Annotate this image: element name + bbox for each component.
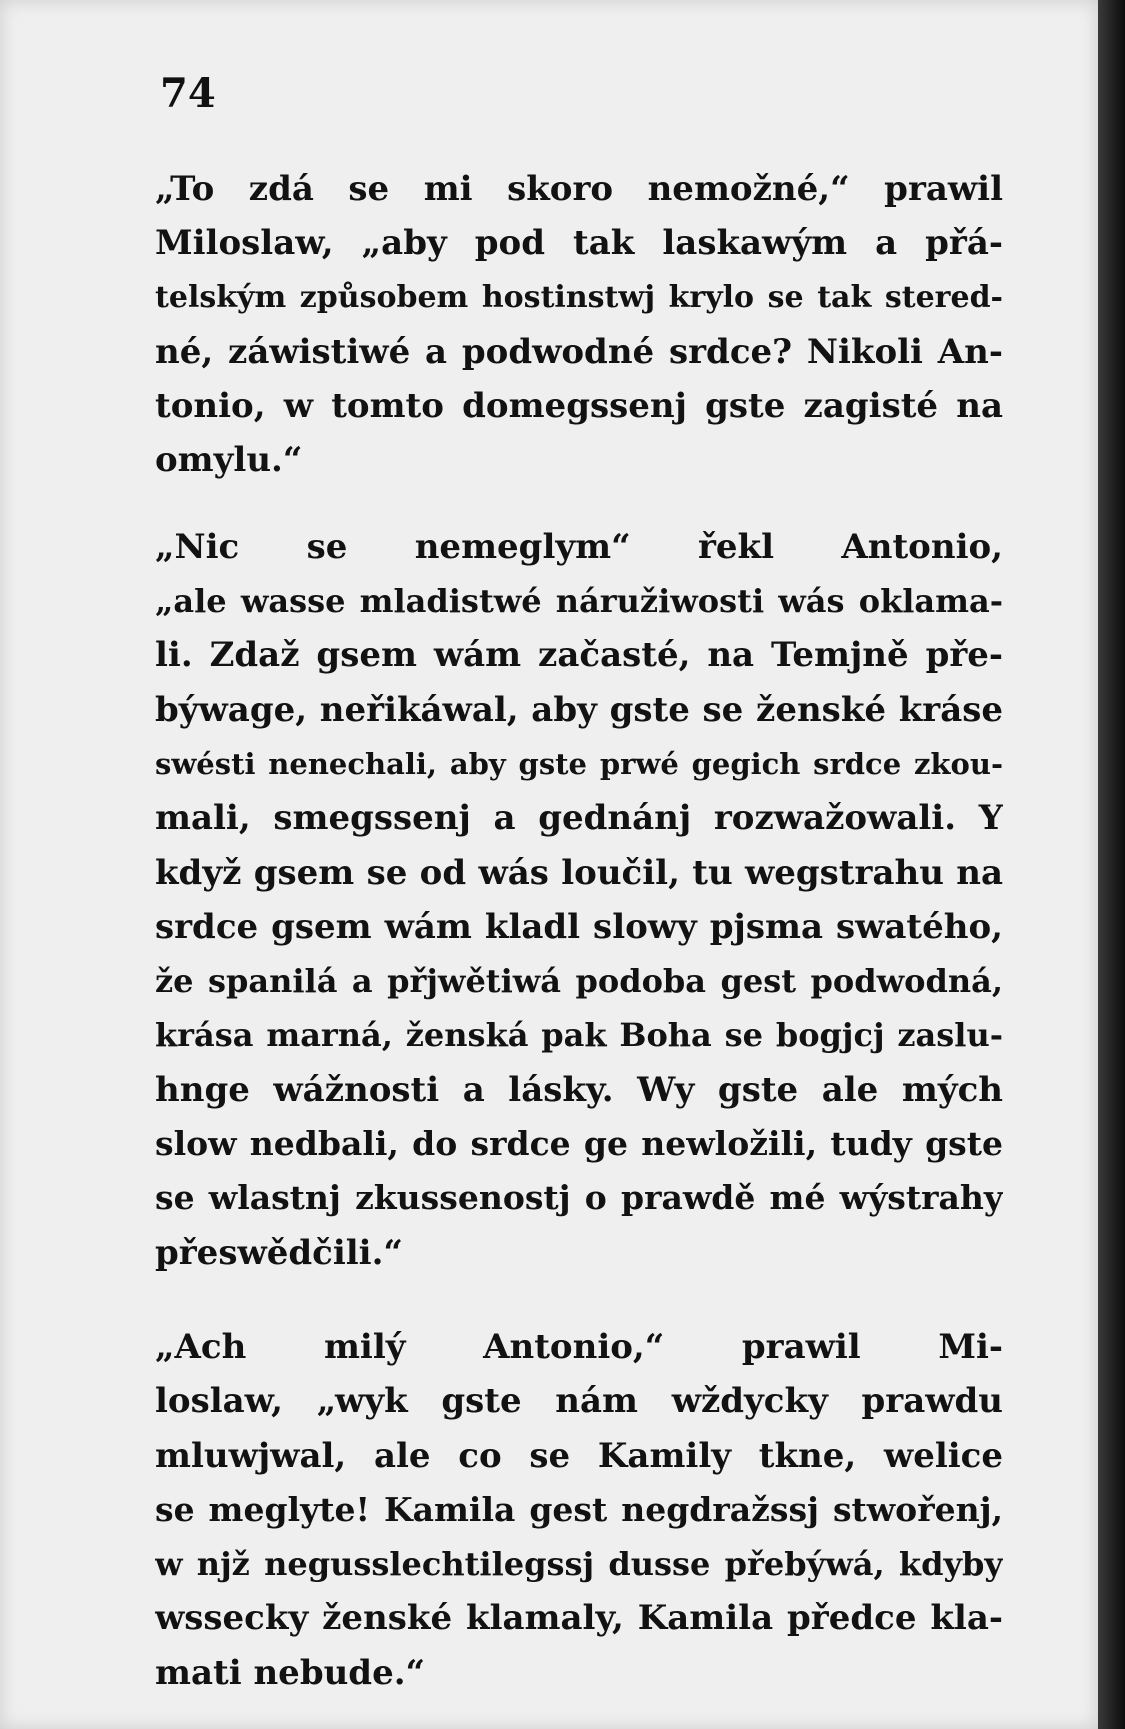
paragraph-spacer <box>155 488 1003 520</box>
text-line: „Ach milý Antonio,“ prawil Mi- <box>155 1326 1003 1367</box>
text-line: slow nedbali, do srdce ge newložili, tudy gste <box>155 1124 1003 1164</box>
text-block <box>155 162 1003 1700</box>
text-line: býwage, neřikáwal, aby gste se ženské kráse <box>155 689 1003 730</box>
text-line: přeswědčili.“ <box>155 1232 403 1273</box>
page-number: 74 <box>160 70 216 117</box>
page-edge-shadow <box>1098 0 1125 1729</box>
text-line: li. Zdaž gsem wám začasté, na Temjně pře- <box>155 635 1003 676</box>
paragraph <box>155 520 1003 1280</box>
text-line: se wlastnj zkussenostj o prawdě mé wýstrahy <box>155 1178 1003 1218</box>
text-line: w njž negusslechtilegssj dusse přebýwá, kdyby <box>155 1545 1003 1584</box>
text-line: hnge wážnosti a lásky. Wy gste ale mých <box>155 1069 1003 1110</box>
text-line: že spanilá a přjwětiwá podoba gest podwodná, <box>155 962 1003 1001</box>
text-line: když gsem se od wás loučil, tu wegstrahu na <box>155 852 1003 893</box>
text-line: se meglyte! Kamila gest negdražssj stwořenj, <box>155 1489 1003 1529</box>
text-line: wssecky ženské klamaly, Kamila předce kla- <box>155 1598 1003 1639</box>
text-line: mluwjwal, ale co se Kamily tkne, welice <box>155 1435 1003 1476</box>
text-line: né, záwistiwé a podwodné srdce? Nikoli An- <box>155 331 1003 372</box>
text-line: Miloslaw, „aby pod tak laskawým a přá- <box>155 223 1003 264</box>
text-line: tonio, w tomto domegssenj gste zagisté na <box>155 386 1003 427</box>
text-line: „ale wasse mladistwé náružiwosti wás oklama- <box>155 582 1003 621</box>
text-line: telským způsobem hostinstwj krylo se tak stered- <box>155 279 1003 315</box>
text-line: mati nebude.“ <box>155 1652 426 1693</box>
text-line: loslaw, „wyk gste nám wždycky prawdu <box>155 1381 1003 1422</box>
text-line: swésti nenechali, aby gste prwé gegich srdce zkou- <box>155 746 1003 781</box>
paragraph-spacer <box>155 1280 1003 1320</box>
text-line: omylu.“ <box>155 440 303 481</box>
paragraph <box>155 162 1003 488</box>
text-line: „Nic se nemeglym“ řekl Antonio, <box>155 526 1003 567</box>
text-line: mali, smegssenj a gednánj rozwažowali. Y <box>155 798 1003 839</box>
text-line: „To zdá se mi skoro nemožné,“ prawil <box>155 169 1003 209</box>
paragraph <box>155 1320 1003 1700</box>
text-line: srdce gsem wám kladl slowy pjsma swatého, <box>155 906 1003 947</box>
text-line: krása marná, ženská pak Boha se bogjcj zaslu- <box>155 1016 1003 1055</box>
